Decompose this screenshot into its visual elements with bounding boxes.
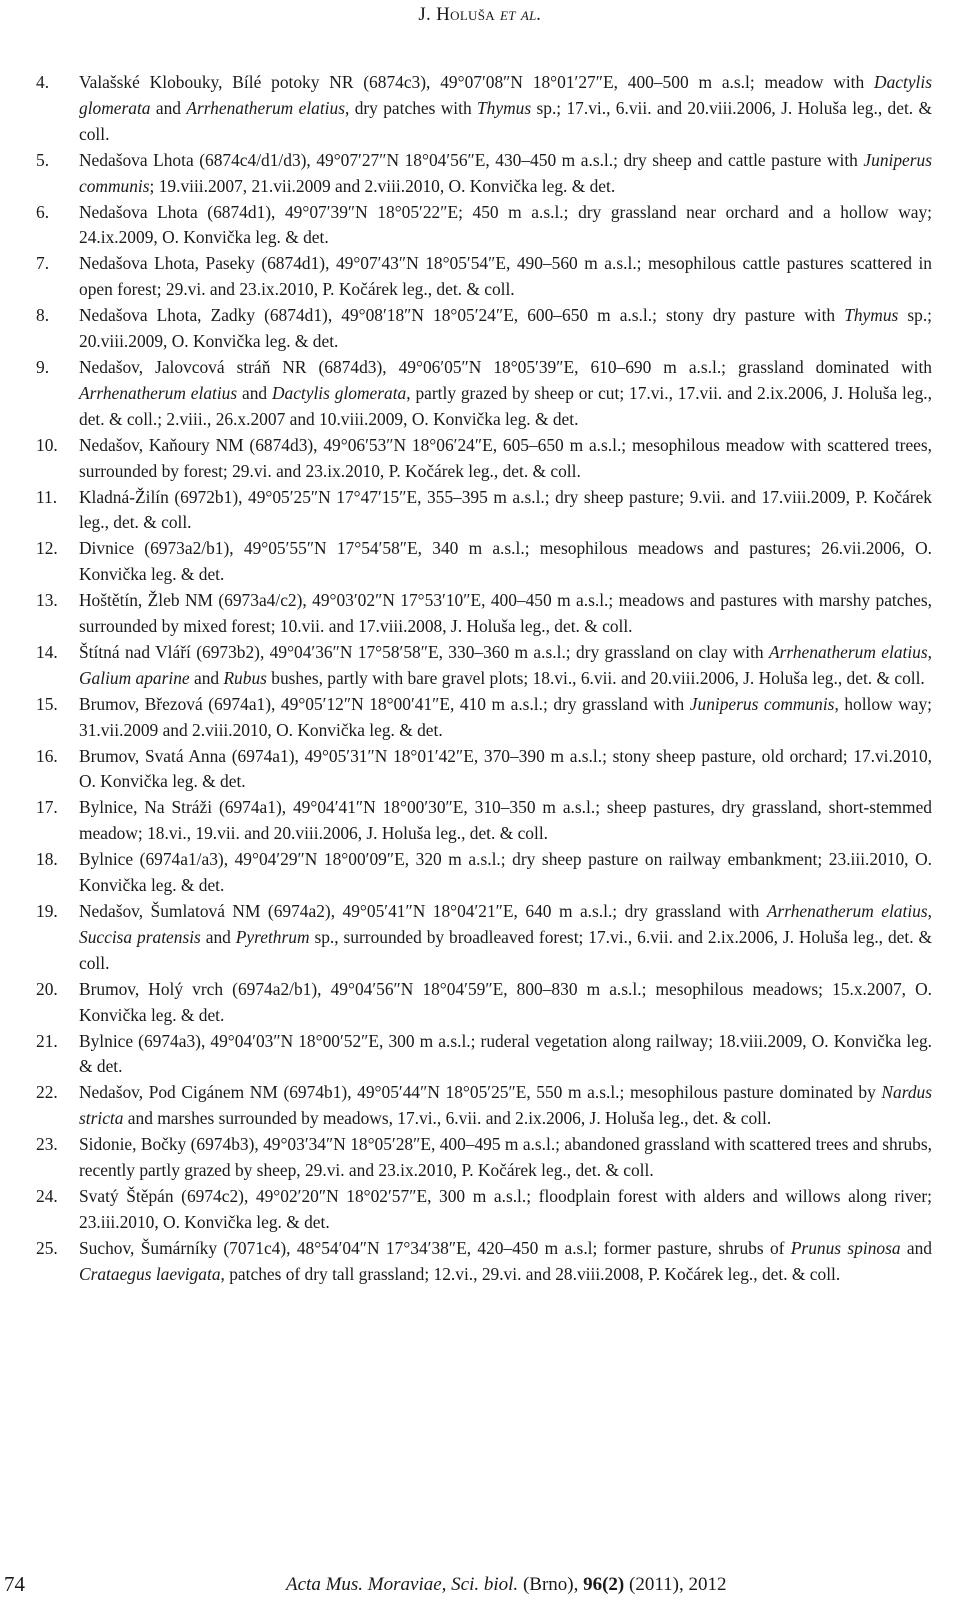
record-number: 20. [36, 978, 58, 999]
journal-footer [286, 1574, 726, 1596]
locality-list [36, 70, 932, 1288]
record-text-segment: , dry patches with [344, 97, 478, 118]
record-text-segment: Nedašova Lhota, Paseky (6874d1), 49°07′43″N 18°05′54″E, 490–560 m a.s.l.; mesophilous cattle pastures scattered in open forest; 29.vi. and 23.ix.2010, P. Kočárek leg., det. & coll. [79, 253, 932, 300]
locality-record [36, 485, 932, 537]
record-number: 14. [36, 641, 58, 662]
page-number: 74 [4, 1572, 25, 1596]
record-number: 5. [36, 149, 50, 170]
record-text [79, 1184, 932, 1236]
taxon-name: Crataegus laevigata [79, 1263, 221, 1284]
taxon-name: Rubus [223, 667, 267, 688]
record-text-segment: Nedašov, Jalovcová stráň NR (6874d3), 49°06′05″N 18°05′39″E, 610–690 m a.s.l.; grassland dominated with [79, 356, 932, 377]
record-number: 19. [36, 901, 58, 921]
record-text-segment: sp.; 17.vi., 6.vii. and 20.viii.2006, J. Holuša leg., det. & coll. [79, 97, 933, 144]
record-number: 11. [36, 486, 58, 507]
record-text [79, 640, 932, 692]
locality-record [36, 355, 932, 433]
taxon-name: Thymus [477, 97, 532, 118]
record-number: 4. [36, 72, 50, 92]
record-number: 22. [36, 1082, 58, 1103]
record-text [79, 148, 932, 200]
locality-record [36, 977, 932, 1029]
record-number: 12. [36, 538, 58, 559]
record-text [79, 485, 932, 537]
journal-city: (Brno), [518, 1574, 584, 1595]
locality-record [36, 795, 932, 847]
record-text-segment: Nedašov, Kaňoury NM (6874d3), 49°06′53″N 18°06′24″E, 605–650 m a.s.l.; mesophilous meadow with scattered trees, surrounded by forest; 29.vi. and 23.ix.2010, P. Kočárek leg., det. & coll. [79, 434, 932, 481]
locality-record [36, 692, 932, 744]
record-text-segment: bushes, partly with bare gravel plots; 18.vi., 6.vii. and 20.viii.2006, J. Holuša leg., det. & coll. [266, 667, 925, 688]
locality-record [36, 200, 932, 252]
taxon-name: Thymus [844, 305, 899, 326]
record-text-segment: Nedašova Lhota, Zadky (6874d1), 49°08′18″N 18°05′24″E, 600–650 m a.s.l.; stony dry pasture with [79, 305, 845, 326]
record-text [79, 847, 932, 899]
record-text-segment: Divnice (6973a2/b1), 49°05′55″N 17°54′58″E, 340 m a.s.l.; mesophilous meadows and pastures; 26.vii.2006, O. Konvička leg. & det. [79, 538, 932, 585]
record-text-segment: Nedašova Lhota (6874c4/d1/d3), 49°07′27″N 18°04′56″E, 430–450 m a.s.l.; dry sheep and cattle pasture with [79, 149, 864, 170]
record-text [79, 1236, 932, 1288]
taxon-name: Juniperus communis [689, 693, 835, 714]
record-number: 24. [36, 1185, 58, 1206]
taxon-name: Prunus spinosa [790, 1237, 901, 1258]
record-text-segment: ; 19.viii.2007, 21.vii.2009 and 2.viii.2010, O. Konvička leg. & det. [149, 175, 616, 196]
record-number: 8. [36, 305, 50, 326]
record-text-segment: and marshes surrounded by meadows, 17.vi., 6.vii. and 2.ix.2006, J. Holuša leg., det. & coll. [123, 1108, 772, 1129]
record-text-segment: Bylnice (6974a1/a3), 49°04′29″N 18°00′09″E, 320 m a.s.l.; dry sheep pasture on railway embankment; 23.iii.2010, O. Konvička leg. & det. [79, 849, 932, 896]
journal-name: Acta Mus. Moraviae, Sci. biol. [286, 1574, 519, 1595]
record-text-segment: , [927, 641, 933, 662]
record-text-segment: , partly grazed by sheep or cut; 17.vi., 17.vii. and 2.ix.2006, J. Holuša leg., det. & coll.; 2.viii., 26.x.2007 and 10.viii.2009, O. Konvička leg. & det. [79, 382, 932, 429]
record-text-segment: Brumov, Březová (6974a1), 49°05′12″N 18°00′41″E, 410 m a.s.l.; dry grassland with [79, 693, 690, 714]
record-text [79, 692, 932, 744]
record-text [79, 795, 932, 847]
record-text-segment: sp., surrounded by broadleaved forest; 17.vi., 6.vii. and 2.ix.2006, J. Holuša leg., det. & coll. [79, 926, 932, 973]
record-number: 21. [36, 1030, 58, 1051]
record-text [79, 1029, 932, 1081]
record-number: 15. [36, 693, 58, 714]
record-text-segment: Valašské Klobouky, Bílé potoky NR (6874c3), 49°07′08″N 18°01′27″E, 400–500 m a.s.l; meadow with [79, 72, 875, 92]
taxon-name: Arrhenatherum elatius [79, 382, 238, 403]
taxon-name: Juniperus communis [79, 149, 932, 196]
record-number: 17. [36, 797, 58, 818]
taxon-name: Galium aparine [79, 667, 190, 688]
record-text-segment: Brumov, Holý vrch (6974a2/b1), 49°04′56″N 18°04′59″E, 800–830 m a.s.l.; mesophilous meadows; 15.x.2007, O. Konvička leg. & det. [79, 978, 932, 1025]
record-number: 23. [36, 1134, 58, 1155]
record-text-segment: and [189, 667, 224, 688]
record-text-segment: sp.; 20.viii.2009, O. Konvička leg. & det. [79, 305, 932, 352]
locality-record [36, 847, 932, 899]
taxon-name: Nardus stricta [79, 1082, 932, 1129]
taxon-name: Dactylis glomerata [79, 72, 932, 118]
taxon-name: Arrhenatherum elatius [768, 641, 928, 662]
record-number: 13. [36, 590, 58, 611]
record-text [79, 251, 932, 303]
record-text-segment: Kladná-Žilín (6972b1), 49°05′25″N 17°47′15″E, 355–395 m a.s.l.; dry sheep pasture; 9.vii. and 17.viii.2009, P. Kočárek leg., det. & coll. [79, 486, 932, 533]
record-text [79, 1132, 932, 1184]
locality-record [36, 148, 932, 200]
record-text-segment: Svatý Štěpán (6974c2), 49°02′20″N 18°02′57″E, 300 m a.s.l.; floodplain forest with alders and willows along river; 23.iii.2010, O. Konvička leg. & det. [79, 1185, 932, 1232]
record-text-segment: Štítná nad Vláří (6973b2), 49°04′36″N 17°58′58″E, 330–360 m a.s.l.; dry grassland on clay with [79, 641, 769, 662]
record-text-segment: Nedašova Lhota (6874d1), 49°07′39″N 18°05′22″E; 450 m a.s.l.; dry grassland near orchard and a hollow way; 24.ix.2009, O. Konvička leg. & det. [79, 201, 932, 248]
record-number: 10. [36, 434, 58, 455]
locality-record [36, 70, 932, 148]
running-head-author: J. Holuša [418, 4, 495, 25]
running-head [0, 4, 960, 26]
record-text-segment: Sidonie, Bočky (6974b3), 49°03′34″N 18°05′28″E, 400–495 m a.s.l.; abandoned grassland with scattered trees and shrubs, recently partly grazed by sheep, 29.vi. and 23.ix.2010, P. Kočárek leg., det. & coll. [79, 1134, 932, 1181]
record-text [79, 536, 932, 588]
taxon-name: Pyrethrum [235, 926, 310, 947]
record-text [79, 355, 932, 433]
journal-volume: 96(2) [583, 1574, 625, 1595]
record-text [79, 977, 932, 1029]
record-number: 16. [36, 745, 58, 766]
locality-record [36, 588, 932, 640]
record-text [79, 1080, 932, 1132]
locality-record [36, 536, 932, 588]
record-number: 18. [36, 849, 58, 870]
record-text [79, 899, 932, 977]
locality-record [36, 899, 932, 977]
locality-record [36, 1080, 932, 1132]
record-text-segment: , [927, 901, 932, 921]
record-text-segment: and [200, 926, 236, 947]
record-number: 6. [36, 201, 50, 222]
locality-record [36, 303, 932, 355]
journal-year: (2011), 2012 [624, 1574, 727, 1595]
locality-record [36, 640, 932, 692]
record-text [79, 744, 932, 796]
record-text-segment: and [150, 97, 187, 118]
locality-record [36, 1029, 932, 1081]
locality-record [36, 1184, 932, 1236]
record-number: 9. [36, 356, 50, 377]
record-text-segment: Nedašov, Pod Cigánem NM (6974b1), 49°05′44″N 18°05′25″E, 550 m a.s.l.; mesophilous pasture dominated by [79, 1082, 882, 1103]
locality-record [36, 744, 932, 796]
record-text-segment: and [900, 1237, 932, 1258]
taxon-name: Dactylis glomerata [271, 382, 407, 403]
locality-record [36, 1132, 932, 1184]
record-text-segment: Nedašov, Šumlatová NM (6974a2), 49°05′41″N 18°04′21″E, 640 m a.s.l.; dry grassland with [79, 901, 767, 921]
record-text [79, 303, 932, 355]
locality-record [36, 433, 932, 485]
locality-record [36, 251, 932, 303]
record-text-segment: Bylnice (6974a3), 49°04′03″N 18°00′52″E, 300 m a.s.l.; ruderal vegetation along railway; 18.viii.2009, O. Konvička leg. & det. [79, 1030, 932, 1077]
record-text [79, 588, 932, 640]
record-text-segment: Brumov, Svatá Anna (6974a1), 49°05′31″N 18°01′42″E, 370–390 m a.s.l.; stony sheep pasture, old orchard; 17.vi.2010, O. Konvička leg. & det. [79, 745, 932, 792]
record-text-segment: , patches of dry tall grassland; 12.vi., 29.vi. and 28.viii.2008, P. Kočárek leg., det. & coll. [220, 1263, 841, 1284]
locality-record [36, 1236, 932, 1288]
record-text [79, 200, 932, 252]
record-text-segment: , hollow way; 31.vii.2009 and 2.viii.2010, O. Konvička leg. & det. [79, 693, 932, 740]
taxon-name: Arrhenatherum elatius [766, 901, 928, 921]
record-text-segment: and [237, 382, 272, 403]
taxon-name: Succisa pratensis [79, 926, 201, 947]
record-text [79, 433, 932, 485]
record-text-segment: Bylnice, Na Stráži (6974a1), 49°04′41″N 18°00′30″E, 310–350 m a.s.l.; sheep pastures, dry grassland, short-stemmed meadow; 18.vi., 19.vii. and 20.viii.2006, J. Holuša leg., det. & coll. [79, 797, 932, 844]
record-text-segment: Hoštětín, Žleb NM (6973a4/c2), 49°03′02″N 17°53′10″E, 400–450 m a.s.l.; meadows and pastures with marshy patches, surrounded by mixed forest; 10.vii. and 17.viii.2008, J. Holuša leg., det. & coll. [79, 590, 932, 637]
taxon-name: Arrhenatherum elatius [186, 97, 345, 118]
record-number: 7. [36, 253, 50, 274]
running-head-etal: et al. [500, 4, 542, 25]
record-text-segment: Suchov, Šumárníky (7071c4), 48°54′04″N 17°34′38″E, 420–450 m a.s.l; former pasture, shrubs of [79, 1237, 791, 1258]
record-number: 25. [36, 1237, 58, 1258]
record-text [79, 70, 932, 148]
